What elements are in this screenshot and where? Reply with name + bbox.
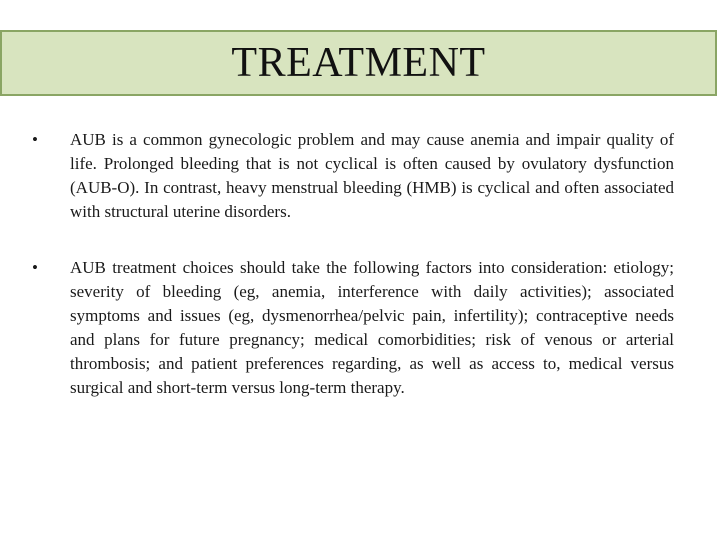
bullet-icon: • <box>32 258 38 277</box>
bullet-icon: • <box>32 130 38 149</box>
bullet-text-1: AUB is a common gynecologic problem and may cause anemia and impair quality of life. Prolonged bleeding that is not cyclical is often caused by ovulatory dysfunction (AUB-O). In contrast, heavy menstrual bleeding (HMB) is cyclical and often associated with structural uterine disorders. <box>70 130 674 221</box>
bullet-item-2 <box>32 256 674 400</box>
bullet-text-2: AUB treatment choices should take the following factors into consideration: etiology; severity of bleeding (eg, anemia, interference with daily activities); associated symptoms and issues (eg, dysmenorrhea/pelvic pain, infertility); contraceptive needs and plans for future pregnancy; medical comorbidities; risk of venous or arterial thrombosis; and patient preferences regarding, as well as access to, medical versus surgical and short-term versus long-term therapy. <box>70 258 674 397</box>
slide-title: TREATMENT <box>231 40 486 86</box>
title-banner <box>0 30 717 96</box>
bullet-list <box>32 128 674 432</box>
bullet-item-1 <box>32 128 674 224</box>
